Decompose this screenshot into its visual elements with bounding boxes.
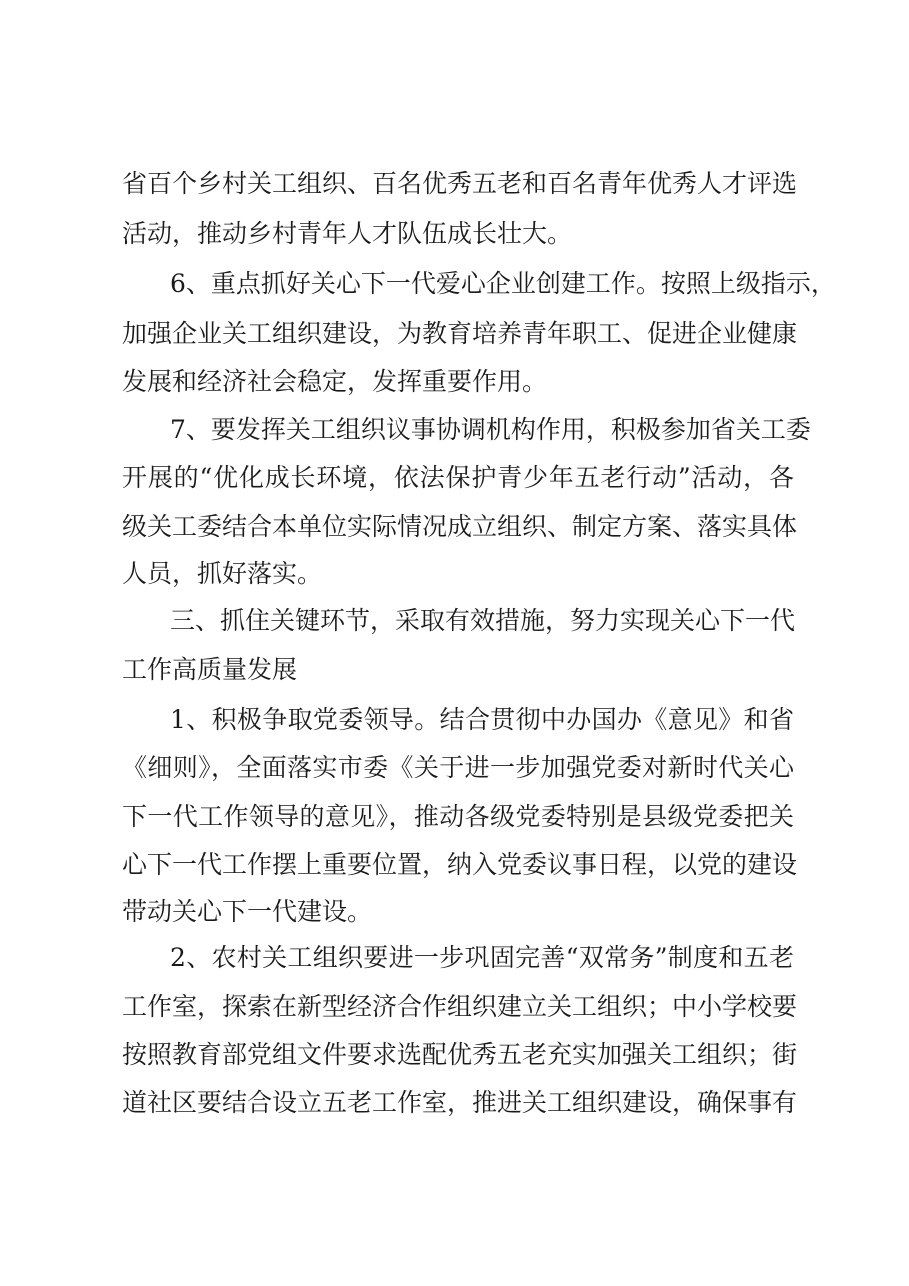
text-line: 加强企业关工组织建设，为教育培养青年职工、促进企业健康 [122,319,798,348]
text-line: 道社区要结合设立五老工作室，推进关工组织建设，确保事有 [122,1088,798,1117]
text-line: 发展和经济社会稳定，发挥重要作用。 [122,367,548,396]
text-line: 活动，推动乡村青年人才队伍成长壮大。 [122,219,573,248]
text-line: 人员，抓好落实。 [122,559,323,588]
paragraph-6-line: 6、重点抓好关心下一代爱心企业创建工作。按照上级指示， [170,269,836,298]
text-line: 《细则》，全面落实市委《关于进一步加强党委对新时代关心 [122,753,794,782]
text-line: 按照教育部党组文件要求选配优秀五老充实加强关工组织；街 [122,1040,798,1069]
paragraph-2-line: 2、农村关工组织要进一步巩固完善“双常务”制度和五老 [170,943,794,972]
paragraph-1-line: 1、积极争取党委领导。结合贯彻中办国办《意见》和省 [170,705,794,734]
text-line: 下一代工作领导的意见》，推动各级党委特别是县级党委把关 [122,802,794,831]
paragraph-7-line: 7、要发挥关工组织议事协调机构作用，积极参加省关工委 [170,415,811,444]
section-three-heading: 三、抓住关键环节，采取有效措施，努力实现关心下一代 [170,606,796,635]
text-line: 带动关心下一代建设。 [122,897,373,926]
text-line: 工作室，探索在新型经济合作组织建立关工组织；中小学校要 [122,992,798,1021]
section-three-heading-cont: 工作高质量发展 [122,655,298,684]
text-line: 心下一代工作摆上重要位置，纳入党委议事日程，以党的建设 [122,850,798,879]
text-line: 级关工委结合本单位实际情况成立组织、制定方案、落实具体 [122,512,798,541]
text-line: 开展的“优化成长环境，依法保护青少年五老行动”活动，各 [122,463,794,492]
text-line: 省百个乡村关工组织、百名优秀五老和百名青年优秀人才评选 [122,169,798,198]
